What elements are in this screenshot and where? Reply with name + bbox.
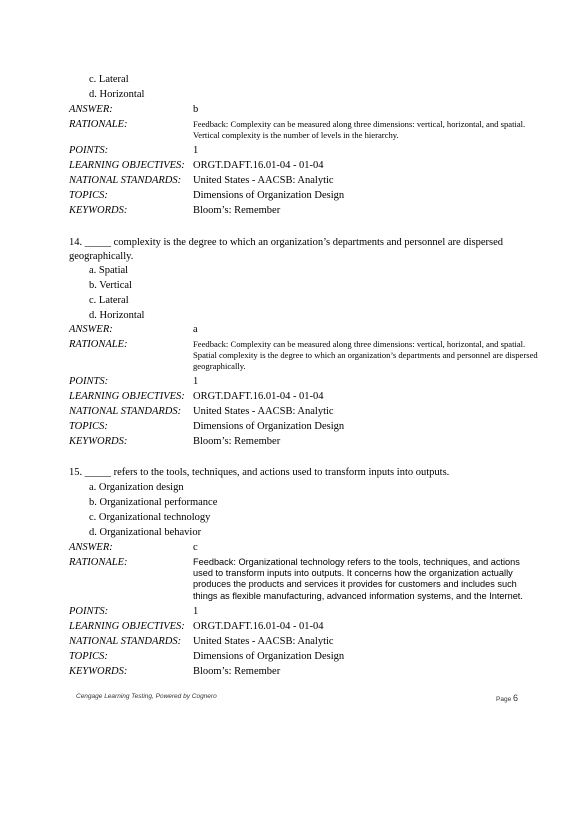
q15-options <box>89 480 217 540</box>
points-label: POINTS: <box>69 605 109 617</box>
q13-rationale: Feedback: Complexity can be measured along three dimensions: vertical, horizontal, and spatial. Vertical complexity is the number of levels in the hierarchy. <box>193 119 526 140</box>
q14-points: 1 <box>193 376 199 387</box>
q13-learning-objectives: ORGT.DAFT.16.01-04 - 01-04 <box>193 160 324 171</box>
q15-rationale: Feedback: Organizational technology refers to the tools, techniques, and actions used to transform inputs into outputs. It concerns how the organization actually produces the products and services it provides for customers and includes such things as flexible manufacturing, advanced information systems, and the Internet. <box>193 557 523 601</box>
topics-label: TOPICS: <box>69 421 108 432</box>
q13-national-standards: United States - AACSB: Analytic <box>193 175 334 186</box>
q14-option-b: b. Vertical <box>89 280 132 291</box>
q14-topics: Dimensions of Organization Design <box>193 421 345 432</box>
q15-metadata <box>69 540 539 679</box>
keywords-label: KEYWORDS: <box>69 436 128 447</box>
q15-national-standards: United States - AACSB: Analytic <box>193 635 334 647</box>
footer-credit: Cengage Learning Testing, Powered by Cognero <box>76 693 217 700</box>
q15-keywords: Bloom’s: Remember <box>193 665 281 677</box>
page-indicator <box>496 693 518 703</box>
answer-label: ANSWER: <box>69 324 113 335</box>
q15-option-a: a. Organization design <box>89 482 184 493</box>
q13-options <box>89 72 144 102</box>
q15-answer: c <box>193 542 198 553</box>
q15-points: 1 <box>193 605 199 617</box>
keywords-label: KEYWORDS: <box>69 665 128 677</box>
points-label: POINTS: <box>69 376 109 387</box>
rationale-label: RATIONALE: <box>69 557 128 568</box>
answer-label: ANSWER: <box>69 542 113 553</box>
q14-answer: a <box>193 324 198 335</box>
topics-label: TOPICS: <box>69 650 108 662</box>
q14-option-a: a. Spatial <box>89 265 129 276</box>
q13-topics: Dimensions of Organization Design <box>193 190 345 201</box>
q15-option-c: c. Organizational technology <box>89 512 211 523</box>
q14-rationale: Feedback: Complexity can be measured along three dimensions: vertical, horizontal, and spatial. Spatial complexity is the degree to which an organization’s departments and personnel are dispersed geographically. <box>193 339 538 371</box>
q14-metadata <box>69 322 539 449</box>
q13-metadata <box>69 102 539 218</box>
q14-learning-objectives: ORGT.DAFT.16.01-04 - 01-04 <box>193 391 324 402</box>
q15-topics: Dimensions of Organization Design <box>193 650 345 662</box>
q14-national-standards: United States - AACSB: Analytic <box>193 406 334 417</box>
page-label: Page <box>496 696 512 703</box>
q13-keywords: Bloom’s: Remember <box>193 205 281 216</box>
q14-options <box>89 263 144 323</box>
learning-objectives-label: LEARNING OBJECTIVES: <box>69 391 185 402</box>
q15-option-b: b. Organizational performance <box>89 497 218 508</box>
rationale-label: RATIONALE: <box>69 339 128 350</box>
keywords-label: KEYWORDS: <box>69 205 128 216</box>
learning-objectives-label: LEARNING OBJECTIVES: <box>69 160 185 171</box>
rationale-label: RATIONALE: <box>69 119 128 130</box>
national-standards-label: NATIONAL STANDARDS: <box>69 175 182 186</box>
q15-option-d: d. Organizational behavior <box>89 527 202 538</box>
answer-label: ANSWER: <box>69 104 113 115</box>
q14-option-c: c. Lateral <box>89 295 129 306</box>
points-label: POINTS: <box>69 145 109 156</box>
page-number: 6 <box>513 693 519 703</box>
q13-option-d: d. Horizontal <box>89 89 145 100</box>
q15-learning-objectives: ORGT.DAFT.16.01-04 - 01-04 <box>193 620 324 632</box>
national-standards-label: NATIONAL STANDARDS: <box>69 406 182 417</box>
q15-question: 15. _____ refers to the tools, techniques, and actions used to transform inputs into outputs. <box>69 467 450 478</box>
national-standards-label: NATIONAL STANDARDS: <box>69 635 182 647</box>
q13-option-c: c. Lateral <box>89 74 129 85</box>
q13-answer: b <box>193 104 199 115</box>
topics-label: TOPICS: <box>69 190 108 201</box>
q13-points: 1 <box>193 145 199 156</box>
q14-question: 14. _____ complexity is the degree to which an organization’s departments and personnel are dispersed geographically. <box>69 237 503 262</box>
q14-keywords: Bloom’s: Remember <box>193 436 281 447</box>
q14-option-d: d. Horizontal <box>89 310 145 321</box>
learning-objectives-label: LEARNING OBJECTIVES: <box>69 620 185 632</box>
